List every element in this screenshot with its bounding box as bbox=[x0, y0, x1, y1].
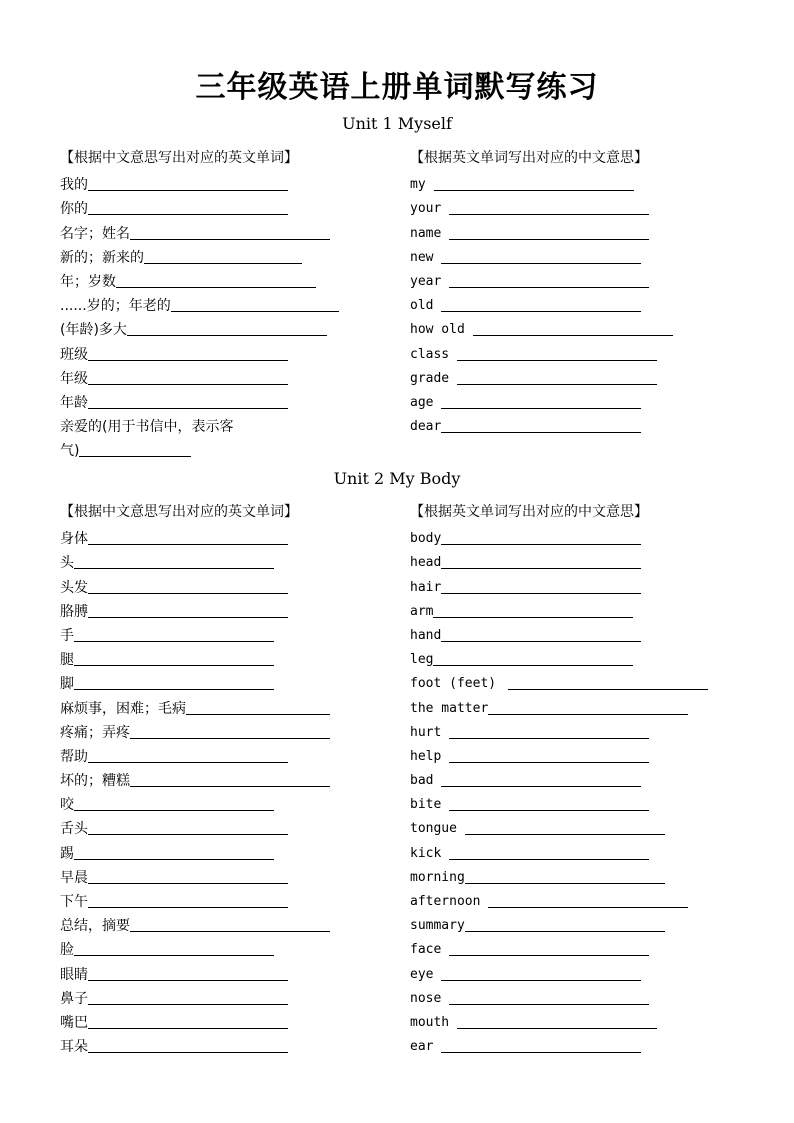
unit-2-title: Unit 2 My Body bbox=[333, 469, 461, 488]
answer-line[interactable] bbox=[79, 441, 191, 457]
unit-2-cn-item-12: 咬 bbox=[60, 790, 390, 814]
answer-line[interactable] bbox=[449, 199, 649, 215]
unit-2-en-item-3: hair bbox=[410, 572, 740, 596]
answer-line[interactable] bbox=[88, 602, 288, 618]
answer-line[interactable] bbox=[488, 892, 688, 908]
unit-1-en-item-11: dear bbox=[410, 412, 740, 436]
answer-line[interactable] bbox=[441, 248, 641, 264]
answer-line[interactable] bbox=[88, 345, 288, 361]
unit-1-en-item-8: class bbox=[410, 339, 740, 363]
unit-2-en-item-14: kick bbox=[410, 838, 740, 862]
answer-line[interactable] bbox=[88, 868, 288, 884]
answer-line[interactable] bbox=[434, 175, 634, 191]
answer-line[interactable] bbox=[88, 369, 288, 385]
unit-1-en-item-5: year bbox=[410, 267, 740, 291]
answer-line[interactable] bbox=[449, 940, 649, 956]
answer-line[interactable] bbox=[441, 578, 641, 594]
unit-1-en-item-4: new bbox=[410, 243, 740, 267]
unit-1-cn-item-10: 年龄 bbox=[60, 388, 390, 412]
answer-line[interactable] bbox=[449, 989, 649, 1005]
unit-1-cn-item-8: 班级 bbox=[60, 339, 390, 363]
unit-1-cn-item-11-cont: 气) bbox=[60, 436, 390, 460]
unit-2-cn-item-4: 胳膊 bbox=[60, 597, 390, 621]
unit-2-cn-item-1: 身体 bbox=[60, 524, 390, 548]
unit-1-cn-item-2: 你的 bbox=[60, 194, 390, 218]
answer-line[interactable] bbox=[508, 674, 708, 690]
answer-line[interactable] bbox=[130, 723, 330, 739]
unit-2-en-item-1: body bbox=[410, 524, 740, 548]
answer-line[interactable] bbox=[88, 175, 288, 191]
unit-2-cn-item-7: 脚 bbox=[60, 669, 390, 693]
answer-line[interactable] bbox=[88, 747, 288, 763]
unit-1-en-item-2: your bbox=[410, 194, 740, 218]
answer-line[interactable] bbox=[127, 320, 327, 336]
answer-line[interactable] bbox=[74, 626, 274, 642]
unit-1-cn-item-3: 名字；姓名 bbox=[60, 218, 390, 242]
unit-1-cn-item-1: 我的 bbox=[60, 170, 390, 194]
answer-line[interactable] bbox=[441, 1037, 641, 1053]
answer-line[interactable] bbox=[88, 965, 288, 981]
unit-2-left-header: 【根据中文意思写出对应的英文单词】 bbox=[60, 504, 298, 520]
answer-line[interactable] bbox=[449, 795, 649, 811]
unit-1-cn-item-4: 新的；新来的 bbox=[60, 243, 390, 267]
answer-line[interactable] bbox=[88, 529, 288, 545]
answer-line[interactable] bbox=[457, 345, 657, 361]
unit-2-cn-item-5: 手 bbox=[60, 621, 390, 645]
unit-1-english-column bbox=[410, 146, 740, 436]
answer-line[interactable] bbox=[449, 723, 649, 739]
unit-1-cn-item-6: ......岁的；年老的 bbox=[60, 291, 390, 315]
answer-line[interactable] bbox=[441, 393, 641, 409]
unit-2-cn-item-22: 耳朵 bbox=[60, 1032, 390, 1056]
unit-1-title: Unit 1 Myself bbox=[342, 114, 452, 133]
unit-2-cn-item-14: 踢 bbox=[60, 838, 390, 862]
unit-1-en-item-10: age bbox=[410, 388, 740, 412]
answer-line[interactable] bbox=[144, 248, 302, 264]
unit-2-en-item-5: hand bbox=[410, 621, 740, 645]
answer-line[interactable] bbox=[171, 296, 339, 312]
unit-1-cn-item-11: 亲爱的(用于书信中，表示客 bbox=[60, 419, 234, 436]
unit-1-en-item-9: grade bbox=[410, 364, 740, 388]
unit-1-en-item-7: how old bbox=[410, 315, 740, 339]
answer-line[interactable] bbox=[130, 916, 330, 932]
answer-line[interactable] bbox=[449, 844, 649, 860]
unit-2-en-item-6: leg bbox=[410, 645, 740, 669]
unit-1-en-item-6: old bbox=[410, 291, 740, 315]
unit-2-right-header: 【根据英文单词写出对应的中文意思】 bbox=[410, 504, 648, 520]
unit-2-cn-item-16: 下午 bbox=[60, 887, 390, 911]
answer-line[interactable] bbox=[449, 272, 649, 288]
answer-line[interactable] bbox=[441, 771, 641, 787]
unit-1-cn-item-9: 年级 bbox=[60, 364, 390, 388]
answer-line[interactable] bbox=[74, 795, 274, 811]
answer-line[interactable] bbox=[74, 674, 274, 690]
unit-2-cn-item-13: 舌头 bbox=[60, 814, 390, 838]
unit-1-cn-item-5: 年；岁数 bbox=[60, 267, 390, 291]
unit-2-english-column bbox=[410, 500, 740, 1056]
answer-line[interactable] bbox=[186, 699, 330, 715]
unit-2-cn-item-6: 腿 bbox=[60, 645, 390, 669]
unit-2-cn-item-2: 头 bbox=[60, 548, 390, 572]
answer-line[interactable] bbox=[488, 699, 688, 715]
answer-line[interactable] bbox=[441, 626, 641, 642]
answer-line[interactable] bbox=[433, 602, 633, 618]
answer-line[interactable] bbox=[130, 771, 330, 787]
answer-line[interactable] bbox=[441, 296, 641, 312]
answer-line[interactable] bbox=[465, 819, 665, 835]
answer-line[interactable] bbox=[130, 224, 330, 240]
unit-2-cn-item-10: 帮助 bbox=[60, 742, 390, 766]
unit-2-en-item-20: nose bbox=[410, 984, 740, 1008]
answer-line[interactable] bbox=[441, 529, 641, 545]
unit-2-en-item-9: hurt bbox=[410, 718, 740, 742]
unit-2-en-item-12: bite bbox=[410, 790, 740, 814]
unit-2-cn-item-15: 早晨 bbox=[60, 863, 390, 887]
unit-2-en-item-17: summary bbox=[410, 911, 740, 935]
answer-line[interactable] bbox=[88, 989, 288, 1005]
answer-line[interactable] bbox=[88, 819, 288, 835]
answer-line[interactable] bbox=[449, 747, 649, 763]
answer-line[interactable] bbox=[88, 578, 288, 594]
answer-line[interactable] bbox=[473, 320, 673, 336]
answer-line[interactable] bbox=[433, 650, 633, 666]
answer-line[interactable] bbox=[88, 892, 288, 908]
answer-line[interactable] bbox=[74, 650, 274, 666]
answer-line[interactable] bbox=[449, 224, 649, 240]
unit-2-en-item-13: tongue bbox=[410, 814, 740, 838]
answer-line[interactable] bbox=[465, 868, 665, 884]
answer-line[interactable] bbox=[88, 393, 288, 409]
unit-2-en-item-2: head bbox=[410, 548, 740, 572]
answer-line[interactable] bbox=[441, 965, 641, 981]
answer-line[interactable] bbox=[441, 553, 641, 569]
unit-2-cn-item-3: 头发 bbox=[60, 572, 390, 596]
answer-line[interactable] bbox=[88, 1037, 288, 1053]
answer-line[interactable] bbox=[457, 1013, 657, 1029]
unit-2-en-item-11: bad bbox=[410, 766, 740, 790]
unit-1-right-header: 【根据英文单词写出对应的中文意思】 bbox=[410, 150, 648, 166]
unit-2-cn-item-17: 总结，摘要 bbox=[60, 911, 390, 935]
answer-line[interactable] bbox=[74, 940, 274, 956]
unit-1-chinese-column bbox=[60, 146, 390, 460]
answer-line[interactable] bbox=[74, 553, 274, 569]
unit-2-cn-item-21: 嘴巴 bbox=[60, 1008, 390, 1032]
unit-2-cn-item-11: 坏的；糟糕 bbox=[60, 766, 390, 790]
answer-line[interactable] bbox=[465, 916, 665, 932]
unit-2-en-item-10: help bbox=[410, 742, 740, 766]
answer-line[interactable] bbox=[88, 199, 288, 215]
page-title: 三年级英语上册单词默写练习 bbox=[195, 70, 599, 105]
unit-2-en-item-22: ear bbox=[410, 1032, 740, 1056]
unit-1-en-item-1: my bbox=[410, 170, 740, 194]
answer-line[interactable] bbox=[441, 417, 641, 433]
unit-1-en-item-3: name bbox=[410, 218, 740, 242]
unit-2-en-item-8: the matter bbox=[410, 693, 740, 717]
unit-2-en-item-7: foot (feet) bbox=[410, 669, 740, 693]
unit-1-cn-item-7: (年龄)多大 bbox=[60, 315, 390, 339]
unit-2-cn-item-18: 脸 bbox=[60, 935, 390, 959]
answer-line[interactable] bbox=[74, 844, 274, 860]
unit-2-en-item-21: mouth bbox=[410, 1008, 740, 1032]
unit-2-cn-item-8: 麻烦事，困难；毛病 bbox=[60, 693, 390, 717]
answer-line[interactable] bbox=[457, 369, 657, 385]
unit-2-chinese-column bbox=[60, 500, 390, 1056]
unit-1-left-header: 【根据中文意思写出对应的英文单词】 bbox=[60, 150, 298, 166]
unit-2-en-item-19: eye bbox=[410, 959, 740, 983]
unit-2-cn-item-20: 鼻子 bbox=[60, 984, 390, 1008]
answer-line[interactable] bbox=[116, 272, 316, 288]
unit-2-cn-item-19: 眼睛 bbox=[60, 959, 390, 983]
unit-2-en-item-16: afternoon bbox=[410, 887, 740, 911]
unit-2-cn-item-9: 疼痛；弄疼 bbox=[60, 718, 390, 742]
unit-2-en-item-18: face bbox=[410, 935, 740, 959]
answer-line[interactable] bbox=[88, 1013, 288, 1029]
unit-2-en-item-15: morning bbox=[410, 863, 740, 887]
unit-2-en-item-4: arm bbox=[410, 597, 740, 621]
